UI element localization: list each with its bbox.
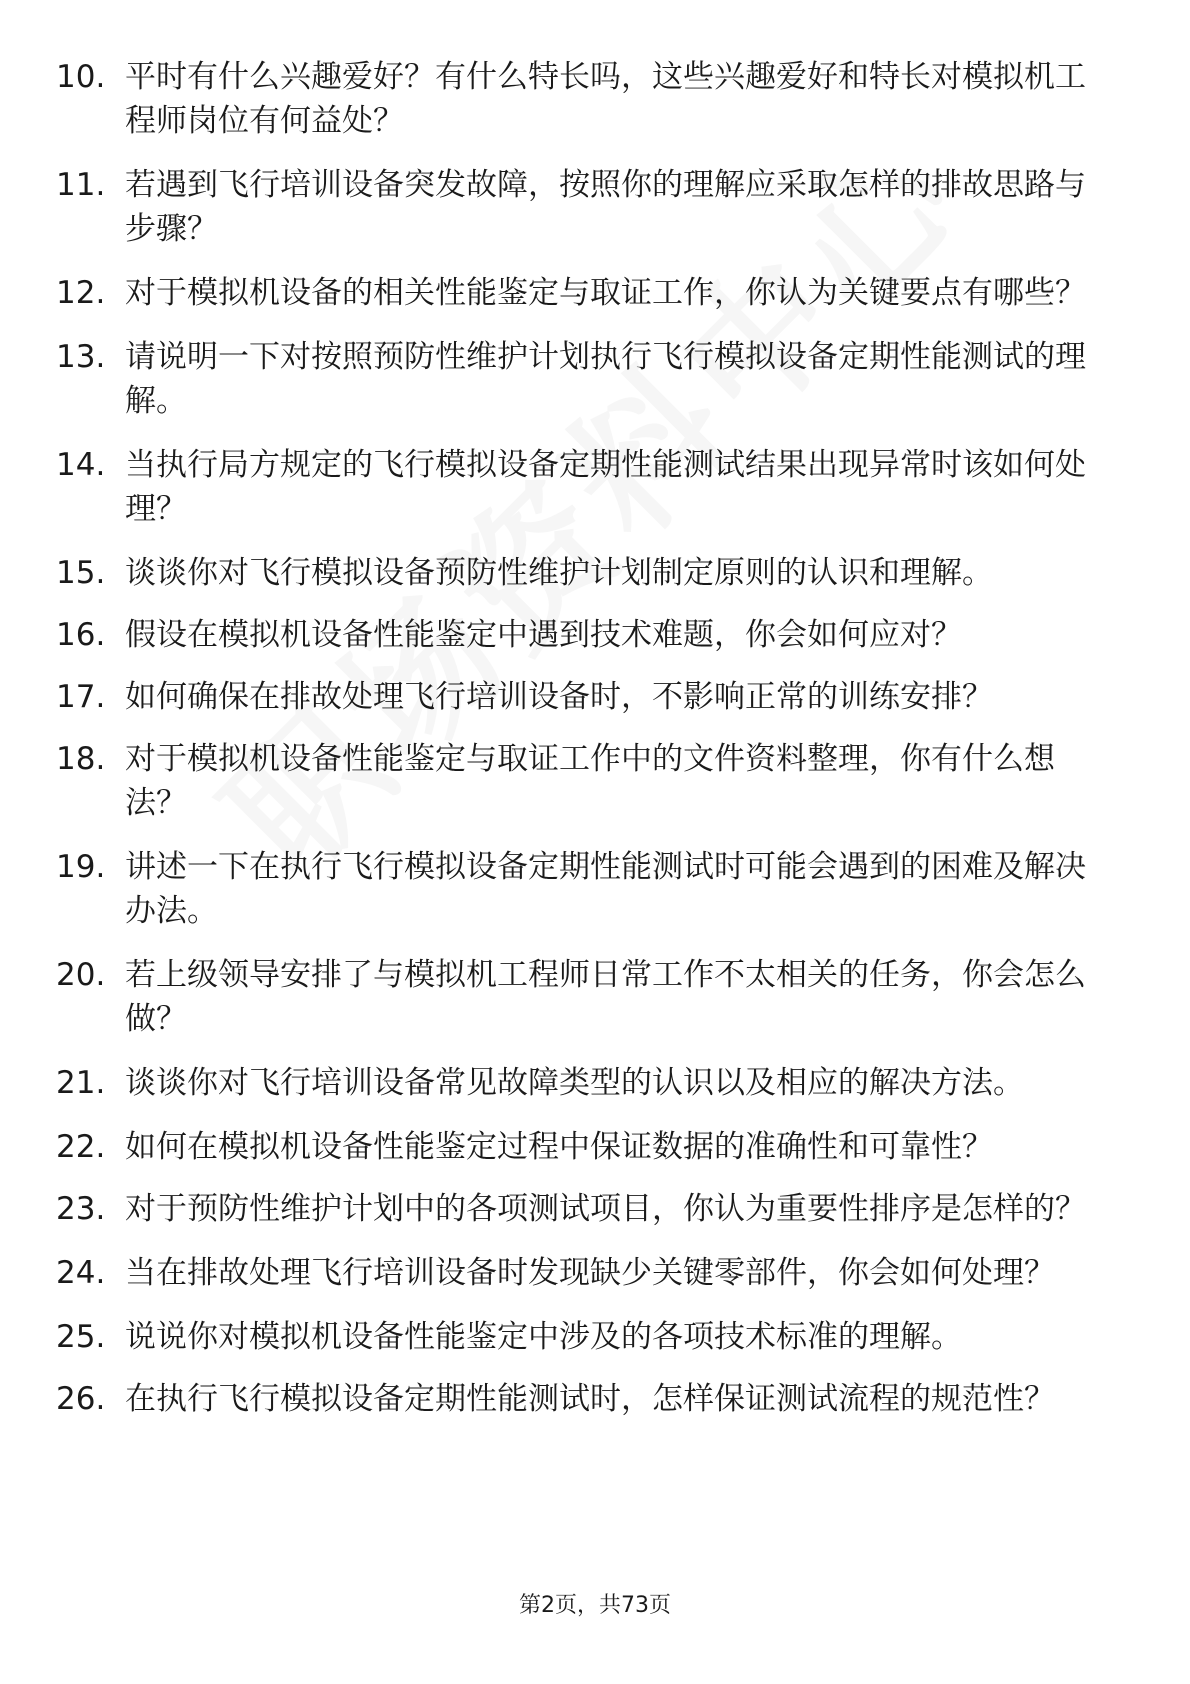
question-text: 说说你对模拟机设备性能鉴定中涉及的各项技术标准的理解。 — [125, 1319, 962, 1355]
question-number: 20. — [56, 957, 106, 993]
question-item — [56, 55, 1116, 143]
question-text: 对于预防性维护计划中的各项测试项目，你认为重要性排序是怎样的？ — [125, 1191, 1086, 1227]
question-text: 请说明一下对按照预防性维护计划执行飞行模拟设备定期性能测试的理解。 — [125, 339, 1086, 419]
question-number: 22. — [56, 1129, 106, 1165]
question-number: 15. — [56, 555, 106, 591]
question-item — [56, 335, 1116, 423]
question-item — [56, 1315, 1116, 1359]
question-number: 23. — [56, 1191, 106, 1227]
question-text: 谈谈你对飞行培训设备常见故障类型的认识以及相应的解决方法。 — [125, 1065, 1024, 1101]
question-number: 13. — [56, 339, 106, 375]
question-item — [56, 1125, 1116, 1169]
question-item — [56, 271, 1116, 315]
question-item — [56, 163, 1116, 251]
question-item — [56, 845, 1116, 933]
question-number: 26. — [56, 1381, 106, 1417]
question-number: 16. — [56, 617, 106, 653]
page-number-label: 第2页，共73页 — [519, 1593, 671, 1618]
question-text: 如何确保在排故处理飞行培训设备时，不影响正常的训练安排？ — [125, 679, 993, 715]
question-text: 若上级领导安排了与模拟机工程师日常工作不太相关的任务，你会怎么做？ — [125, 957, 1086, 1037]
question-item — [56, 675, 1116, 719]
question-item — [56, 737, 1116, 825]
question-text: 讲述一下在执行飞行模拟设备定期性能测试时可能会遇到的困难及解决办法。 — [125, 849, 1086, 929]
question-number: 18. — [56, 741, 106, 777]
question-number: 11. — [56, 167, 106, 203]
question-text: 假设在模拟机设备性能鉴定中遇到技术难题，你会如何应对？ — [125, 617, 962, 653]
question-item — [56, 1251, 1116, 1295]
question-text: 当执行局方规定的飞行模拟设备定期性能测试结果出现异常时该如何处理？ — [125, 447, 1086, 527]
question-text: 当在排故处理飞行培训设备时发现缺少关键零部件，你会如何处理？ — [125, 1255, 1055, 1291]
question-number: 24. — [56, 1255, 106, 1291]
question-text: 谈谈你对飞行模拟设备预防性维护计划制定原则的认识和理解。 — [125, 555, 993, 591]
question-text: 对于模拟机设备的相关性能鉴定与取证工作，你认为关键要点有哪些？ — [125, 275, 1086, 311]
question-number: 12. — [56, 275, 106, 311]
question-number: 19. — [56, 849, 106, 885]
question-item — [56, 613, 1116, 657]
question-number: 10. — [56, 59, 106, 95]
question-item — [56, 551, 1116, 595]
question-number: 17. — [56, 679, 106, 715]
question-item — [56, 953, 1116, 1041]
question-number: 21. — [56, 1065, 106, 1101]
question-text: 在执行飞行模拟设备定期性能测试时，怎样保证测试流程的规范性？ — [125, 1381, 1055, 1417]
question-text: 若遇到飞行培训设备突发故障，按照你的理解应采取怎样的排故思路与步骤？ — [125, 167, 1086, 247]
question-item — [56, 1061, 1116, 1105]
page-footer — [0, 1588, 1190, 1619]
question-text: 对于模拟机设备性能鉴定与取证工作中的文件资料整理，你有什么想法？ — [125, 741, 1055, 821]
question-text: 平时有什么兴趣爱好？有什么特长吗，这些兴趣爱好和特长对模拟机工程师岗位有何益处？ — [125, 59, 1086, 139]
question-number: 25. — [56, 1319, 106, 1355]
question-text: 如何在模拟机设备性能鉴定过程中保证数据的准确性和可靠性？ — [125, 1129, 993, 1165]
question-item — [56, 443, 1116, 531]
question-item — [56, 1377, 1116, 1421]
question-list — [56, 55, 1116, 1441]
question-number: 14. — [56, 447, 106, 483]
question-item — [56, 1187, 1116, 1231]
